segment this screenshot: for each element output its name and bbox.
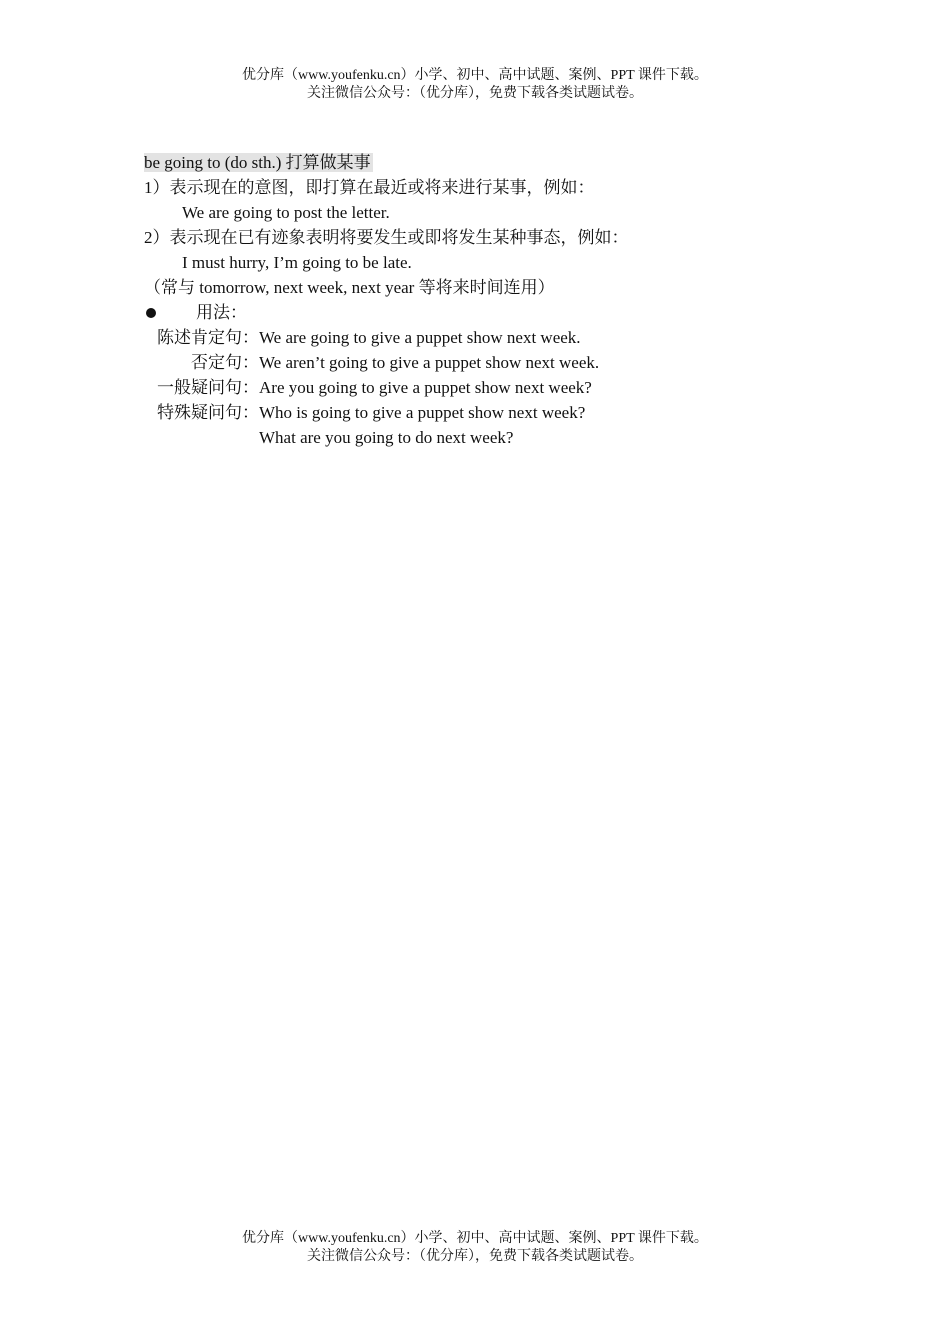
usage-row <box>144 350 844 375</box>
header-line-1: 优分库（www.youfenku.cn）小学、初中、高中试题、案例、PPT 课件下载。 <box>242 68 708 83</box>
point-2: 2）表示现在已有迹象表明将要发生或即将发生某种事态，例如： <box>144 228 629 247</box>
usage-example: What are you going to do next week? <box>259 428 514 447</box>
point-1: 1）表示现在的意图，即打算在最近或将来进行某事，例如： <box>144 178 595 197</box>
usage-row <box>144 375 844 400</box>
usage-row <box>144 400 844 425</box>
usage-row <box>144 425 844 450</box>
usage-label: 一般疑问句： <box>157 378 259 397</box>
usage-label: 否定句： <box>191 353 259 372</box>
usage-example: Who is going to give a puppet show next week? <box>259 403 586 422</box>
footer-line-2: 关注微信公众号：（优分库），免费下载各类试题试卷。 <box>307 1249 643 1264</box>
usage-note: （常与 tomorrow, next week, next year 等将来时间连用） <box>144 278 555 297</box>
section-title: be going to (do sth.) 打算做某事 <box>144 153 371 172</box>
usage-example: We aren’t going to give a puppet show next week. <box>259 353 600 372</box>
usage-label: 陈述肯定句： <box>157 328 259 347</box>
usage-heading: 用法： <box>196 303 247 322</box>
section-title-row <box>144 150 844 175</box>
usage-heading-row <box>144 300 844 325</box>
document-body <box>144 150 844 450</box>
bullet-icon <box>146 308 156 318</box>
page-header <box>0 67 950 103</box>
example-1: We are going to post the letter. <box>182 203 390 222</box>
header-line-2: 关注微信公众号：（优分库），免费下载各类试题试卷。 <box>307 86 643 101</box>
page-footer <box>0 1230 950 1266</box>
usage-example: We are going to give a puppet show next week. <box>259 328 581 347</box>
usage-label <box>144 425 259 450</box>
footer-line-1: 优分库（www.youfenku.cn）小学、初中、高中试题、案例、PPT 课件下载。 <box>242 1231 708 1246</box>
usage-example: Are you going to give a puppet show next week? <box>259 378 592 397</box>
usage-row <box>144 325 844 350</box>
usage-label: 特殊疑问句： <box>157 403 259 422</box>
example-2: I must hurry, I’m going to be late. <box>182 253 412 272</box>
